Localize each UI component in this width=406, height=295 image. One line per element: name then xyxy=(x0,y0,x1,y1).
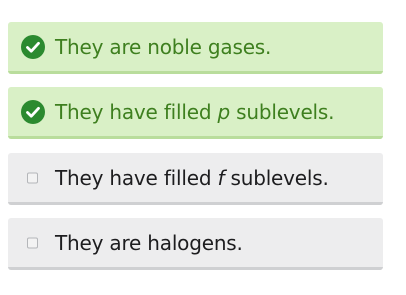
answer-option-4[interactable] xyxy=(8,218,383,270)
option-label: They have filled p sublevels. xyxy=(55,99,335,124)
option-label: They have filled f sublevels. xyxy=(55,165,329,190)
answer-option-3[interactable] xyxy=(8,153,383,205)
empty-checkbox-icon[interactable] xyxy=(27,237,38,248)
empty-checkbox-icon[interactable] xyxy=(27,172,38,183)
option-label: They are halogens. xyxy=(55,230,243,255)
answer-option-2[interactable] xyxy=(8,87,383,139)
check-circle-icon xyxy=(21,100,45,124)
answer-option-1[interactable] xyxy=(8,22,383,74)
option-label: They are noble gases. xyxy=(55,34,272,59)
check-circle-icon xyxy=(21,35,45,59)
